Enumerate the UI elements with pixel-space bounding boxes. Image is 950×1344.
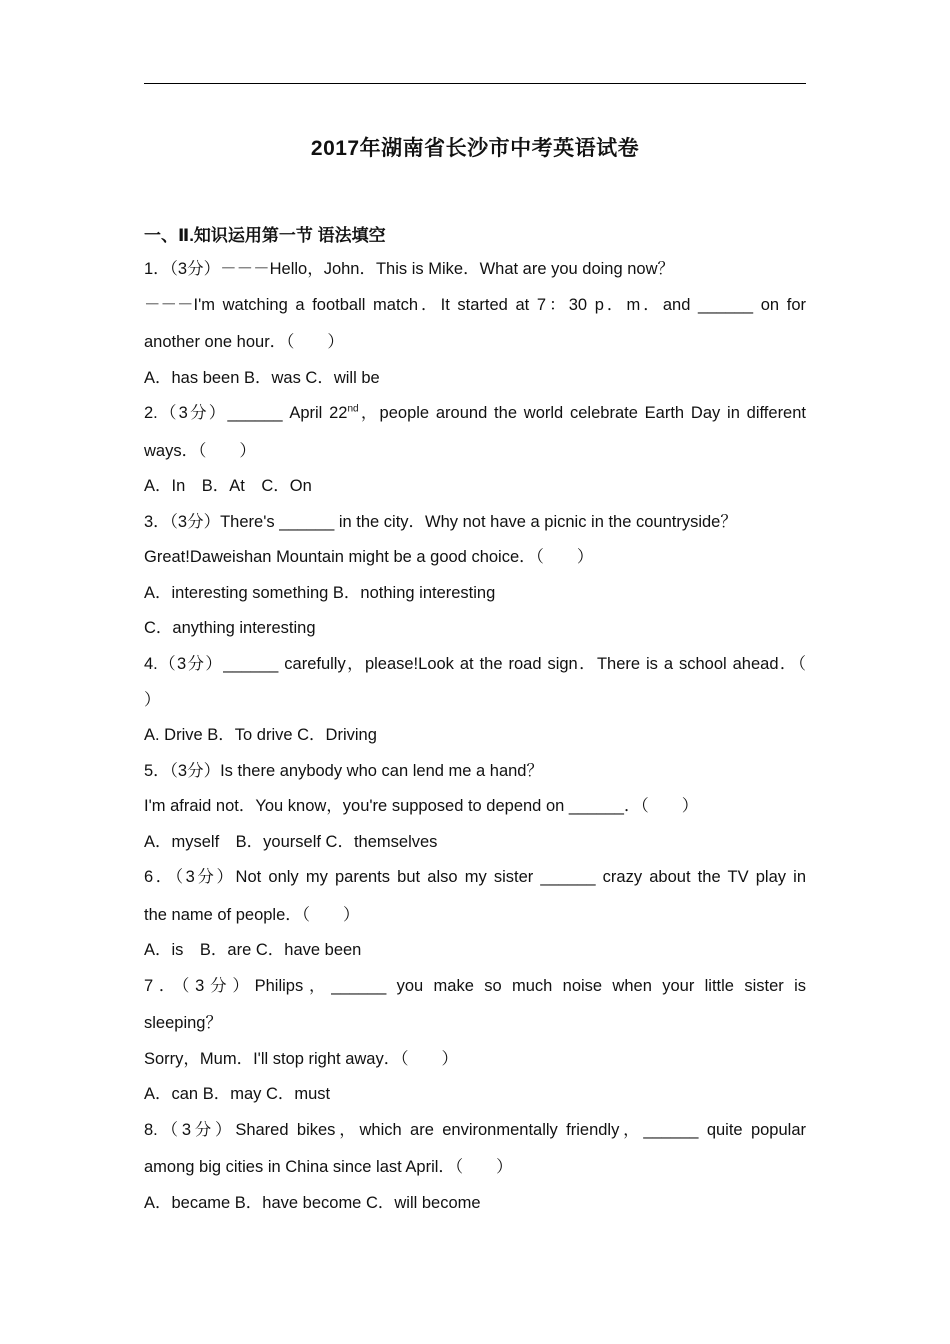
q4-options: A. Drive B．To drive C．Driving: [144, 726, 377, 744]
q4-line-1: 4.（3分）______ carefully，please!Look at the road sign．There is a school ahead．（: [144, 655, 806, 673]
q2-options: A．In B．At C．On: [144, 477, 312, 495]
q3-options-2: C．anything interesting: [144, 619, 316, 637]
q2-line-1: [144, 402, 806, 424]
q6-options: A．is B．are C．have been: [144, 941, 362, 959]
q7-line-2: sleeping？: [144, 1014, 222, 1032]
q7-options: A．can B．may C．must: [144, 1085, 331, 1103]
q7-line-1: 7．（3分）Philips，______ you make so much noise when your little sister is: [144, 977, 806, 995]
q6-line-1: 6．（3分）Not only my parents but also my sister ______ crazy about the TV play in: [144, 868, 806, 886]
q2-superscript: nd: [347, 403, 359, 415]
q1-options: A．has been B．was C．will be: [144, 369, 380, 387]
q1-line-3: another one hour．（ ）: [144, 333, 344, 351]
q5-options: A．myself B．yourself C．themselves: [144, 833, 438, 851]
section-heading: 一、Ⅱ.知识运用第一节 语法填空: [144, 226, 386, 245]
q1-line-2: －－－I'm watching a football match．It started at 7：30 p．m．and ______ on for: [144, 296, 806, 314]
q4-line-2: ）: [144, 691, 161, 709]
q8-options: A．became B．have become C．will become: [144, 1194, 481, 1212]
q3-options-1: A．interesting something B．nothing interesting: [144, 584, 496, 602]
q2-text-after: ，people around the world celebrate Earth Day in different: [358, 404, 806, 422]
q1-line-1: 1．（3分）－－－Hello，John．This is Mike．What are you doing now？: [144, 260, 675, 278]
q5-line-2: I'm afraid not．You know，you're supposed to depend on ______．（ ）: [144, 797, 699, 815]
page-title: 2017年湖南省长沙市中考英语试卷: [310, 137, 640, 160]
q2-line-2: ways．（ ）: [144, 442, 256, 460]
q5-line-1: 5．（3分）Is there anybody who can lend me a hand？: [144, 762, 543, 780]
top-rule: [144, 83, 806, 84]
q3-line-1: 3．（3分）There's ______ in the city．Why not have a picnic in the countryside？: [144, 513, 737, 531]
q6-line-2: the name of people．（ ）: [144, 906, 360, 924]
q7-line-3: Sorry，Mum．I'll stop right away．（ ）: [144, 1050, 458, 1068]
q2-text-before: 2.（3分）______ April 22: [144, 404, 348, 422]
q3-line-2: Great!Daweishan Mountain might be a good choice．（ ）: [144, 548, 594, 566]
q8-line-2: among big cities in China since last April．（ ）: [144, 1158, 513, 1176]
q8-line-1: 8.（3分）Shared bikes，which are environmentally friendly，______ quite popular: [144, 1121, 806, 1139]
